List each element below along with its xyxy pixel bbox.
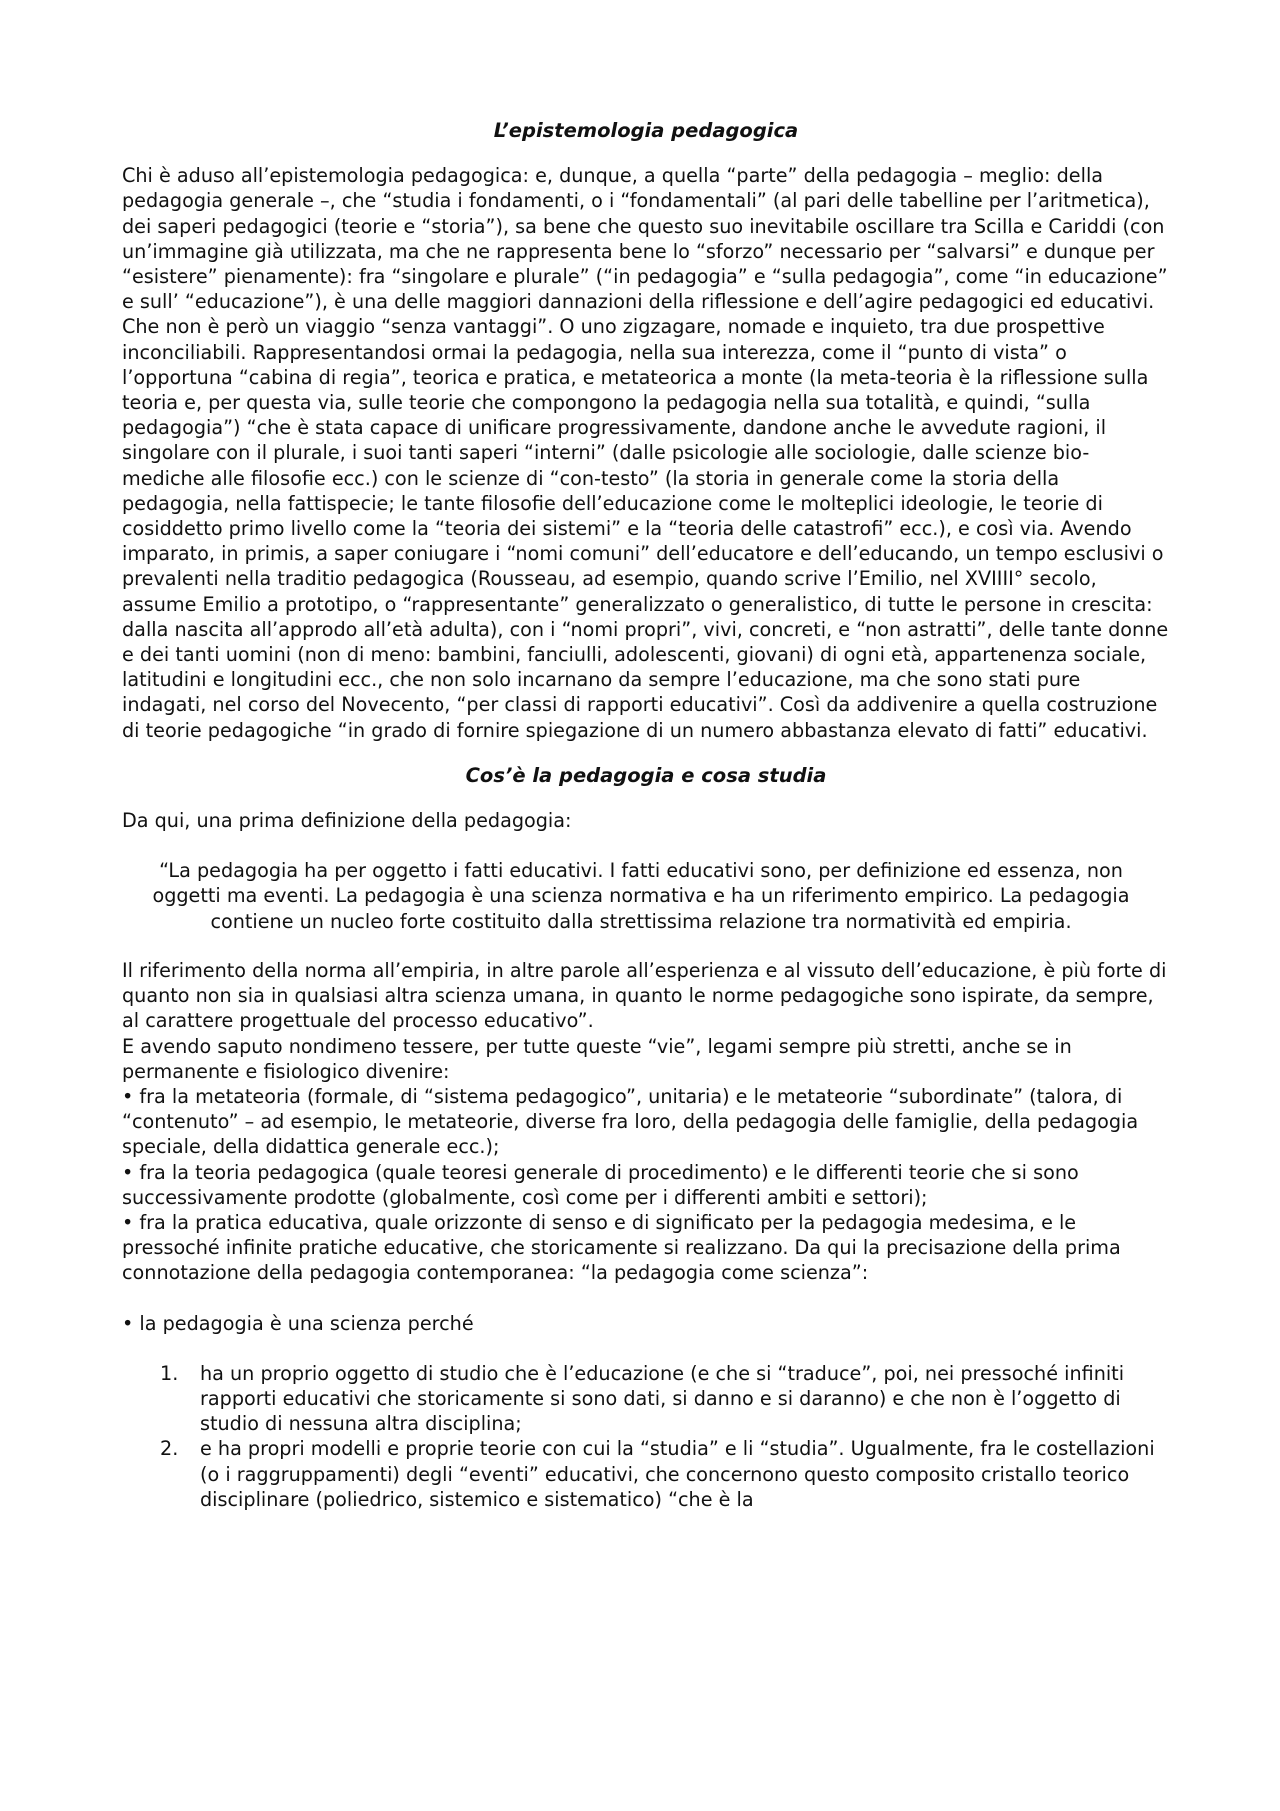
definition-quote: “La pedagogia ha per oggetto i fatti educativi. I fatti educativi sono, per definizione ed essenza, non oggetti ma eventi. La pedagogia è una scienza normativa e ha un riferimento empirico. La pedagogia contiene un nucleo forte costituito dalla strettissima relazione tra normatività ed empiria. [152, 859, 1130, 933]
list-item-text: ha un proprio oggetto di studio che è l’educazione (e che si “traduce”, poi, nei pressoché infiniti rapporti educativi che storicamente si sono dati, si danno e si daranno) e che non è l’oggetto di studio di nessuna altra disciplina; [200, 1361, 1125, 1436]
numbered-list [122, 1361, 1170, 1512]
intro-paragraph: Chi è aduso all’epistemologia pedagogica: e, dunque, a quella “parte” della pedagogia – meglio: della pedagogia generale –, che “studia i fondamenti, o i “fondamentali” (al pari delle tabelline per l’aritmetica), dei saperi pedagogici (teorie e “storia”), sa bene che questo suo inevitabile oscillare tra Scilla e Cariddi (con un’immagine già utilizzata, ma che ne rappresenta bene lo “sforzo” necessario per “salvarsi” e dunque per “esistere” pienamente): fra “singolare e plurale” (“in pedagogia” e “sulla pedagogia”, come “in educazione” e sull’ “educazione”), è una delle maggiori dannazioni della riflessione e dell’agire pedagogici ed educativi. Che non è però un viaggio “senza vantaggi”. O uno zigzagare, nomade e inquieto, tra due prospettive inconciliabili. Rappresentandosi ormai la pedagogia, nella sua interezza, come il “punto di vista” o l’opportuna “cabina di regia”, teorica e pratica, e metateorica a monte (la meta-teoria è la riflessione sulla teoria e, per questa via, sulle teorie che compongono la pedagogia nella sua totalità, e quindi, “sulla pedagogia”) “che è stata capace di unificare progressivamente, dandone anche le avvedute ragioni, il singolare con il plurale, i suoi tanti saperi “interni” (dalle psicologie alle sociologie, dalle scienze bio-mediche alle filosofie ecc.) con le scienze di “con-testo” (la storia in generale come la storia della pedagogia, nella fattispecie; le tante filosofie dell’educazione come le molteplici ideologie, le teorie di cosiddetto primo livello come la “teoria dei sistemi” e la “teoria delle catastrofi” ecc.), e così via. Avendo imparato, in primis, a saper coniugare i “nomi comuni” dell’educatore e dell’educando, un tempo esclusivi o prevalenti nella traditio pedagogica (Rousseau, ad esempio, quando scrive l’Emilio, nel XVIIII° secolo, assume Emilio a prototipo, o “rappresentante” generalizzato o generalistico, di tutte le persone in crescita: dalla nascita all’approdo all’età adulta), con i “nomi propri”, vivi, concreti, e “non astratti”, delle tante donne e dei tanti uomini (non di meno: bambini, fanciulli, adolescenti, giovani) di ogni età, appartenenza sociale, latitudini e longitudini ecc., che non solo incarnano da sempre l’educazione, ma che sono stati pure indagati, nel corso del Novecento, “per classi di rapporti educativi”. Così da addivenire a quella costruzione di teorie pedagogiche “in grado di fornire spiegazione di un numero abbastanza elevato di fatti” educativi. [122, 164, 1169, 742]
bullet-item-pratica: • fra la pratica educativa, quale orizzonte di senso e di significato per la pedagogia medesima, e le pressoché infinite pratiche educative, che storicamente si realizzano. Da qui la precisazione della prima connotazione della pedagogia contemporanea: “la pedagogia come scienza”: [122, 1210, 1121, 1285]
list-item-number: 1. [160, 1361, 179, 1385]
links-lead: E avendo saputo nondimeno tessere, per tutte queste “vie”, legami sempre più stretti, anche se in permanente e fisiologico divenire: [122, 1034, 1072, 1083]
document-title: L’epistemologia pedagogica [493, 119, 799, 142]
list-item-text: e ha propri modelli e proprie teorie con cui la “studia” e li “studia”. Ugualmente, fra le costellazioni (o i raggruppamenti) degli “eventi” educativi, che concernono questo composito cristallo teorico disciplinare (poliedrico, sistemico e sistematico) “che è la [200, 1437, 1155, 1511]
bullet-item-teoria: • fra la teoria pedagogica (quale teoresi generale di procedimento) e le differenti teorie che si sono successivamente prodotte (globalmente, così come per i differenti ambiti e settori); [122, 1160, 1079, 1209]
list-item [122, 1361, 1170, 1437]
science-bullet: • la pedagogia è una scienza perché [122, 1311, 474, 1335]
section-title: Cos’è la pedagogia e cosa studia [465, 763, 827, 787]
list-item-number: 2. [160, 1437, 179, 1461]
document-page [122, 118, 1170, 1512]
definition-lead: Da qui, una prima definizione della pedagogia: [122, 809, 572, 833]
norm-paragraph: Il riferimento della norma all’empiria, in altre parole all’esperienza e al vissuto dell’educazione, è più forte di quanto non sia in qualsiasi altra scienza umana, in quanto le norme pedagogiche sono ispirate, da sempre, al carattere progettuale del processo educativo”. [122, 958, 1167, 1033]
list-item [122, 1436, 1170, 1512]
bullet-item-metateoria: • fra la metateoria (formale, di “sistema pedagogico”, unitaria) e le metateorie “subordinate” (talora, di “contenuto” – ad esempio, le metateorie, diverse fra loro, della pedagogia delle famiglie, della pedagogia speciale, della didattica generale ecc.); [122, 1084, 1139, 1159]
